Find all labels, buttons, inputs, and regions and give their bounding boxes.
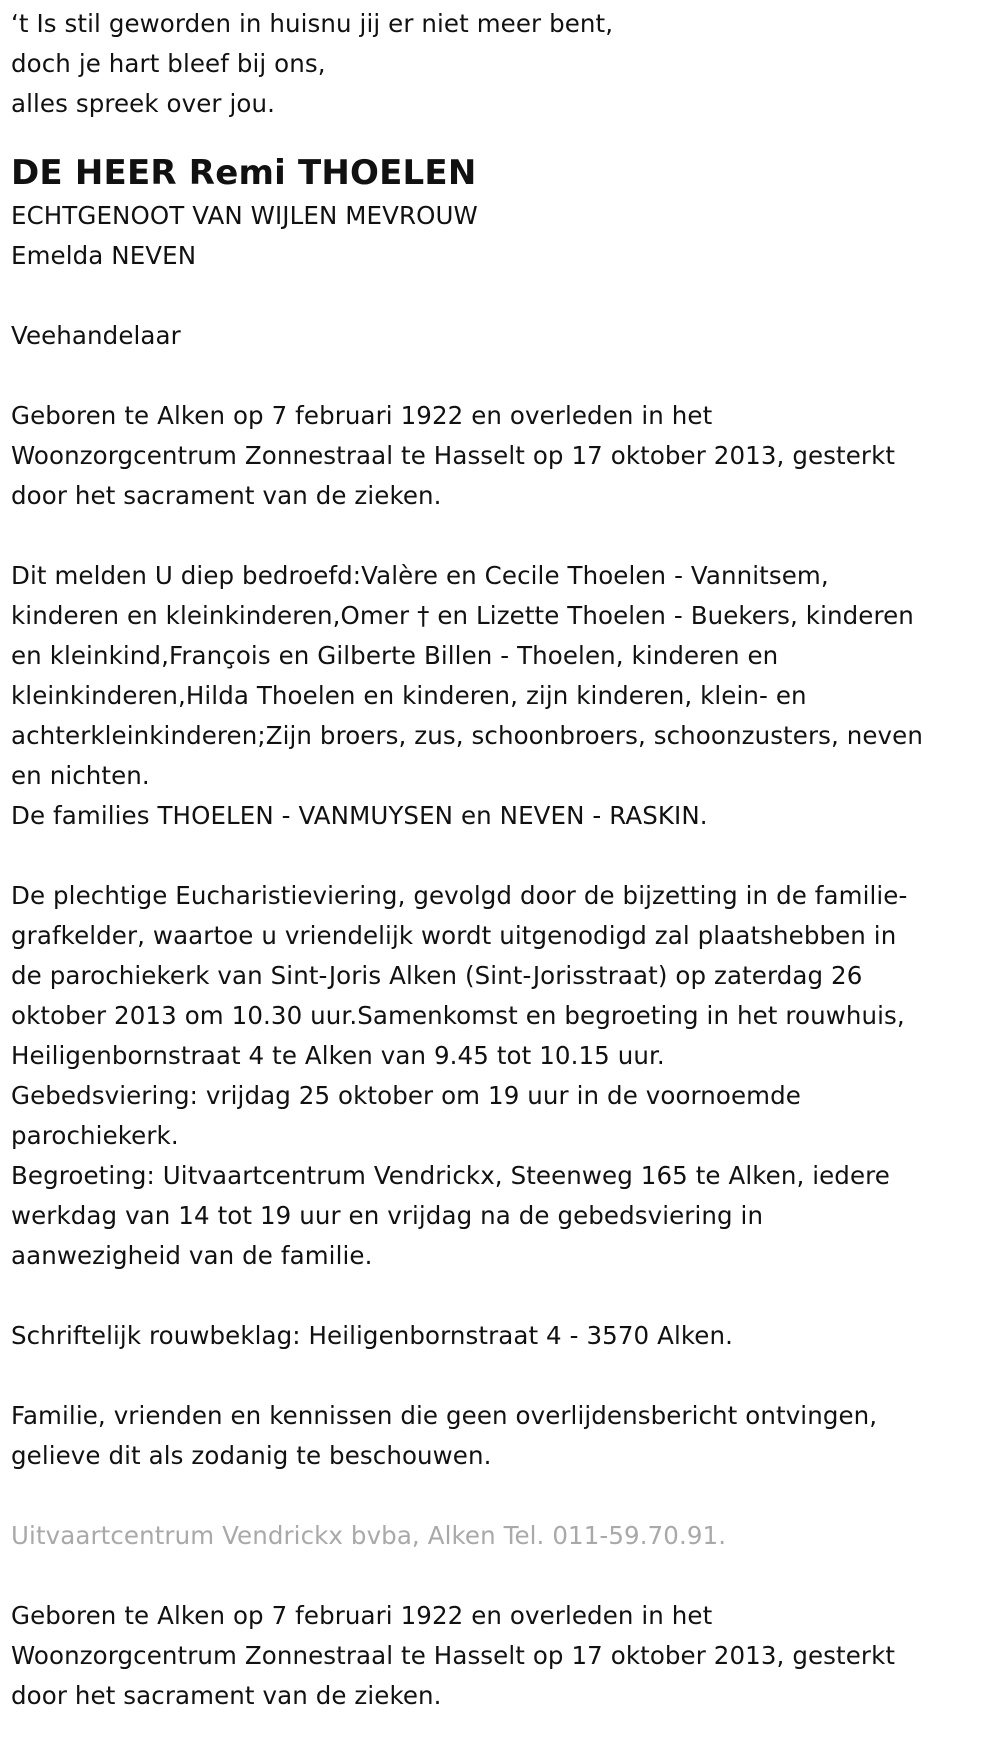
birth-death-line: door het sacrament van de zieken. xyxy=(11,481,442,510)
spacer xyxy=(11,1476,975,1516)
spacer xyxy=(11,836,975,876)
notice-line: gelieve dit als zodanig te beschouwen. xyxy=(11,1441,492,1470)
announcers-line: en kleinkind,François en Gilberte Billen - Thoelen, kinderen en xyxy=(11,641,779,670)
visitation-line: werkdag van 14 tot 19 uur en vrijdag na de gebedsviering in xyxy=(11,1201,764,1230)
spacer xyxy=(11,1276,975,1316)
spacer xyxy=(11,516,975,556)
ceremony-block xyxy=(11,876,975,1276)
families-line: De families THOELEN - VANMUYSEN en NEVEN - RASKIN. xyxy=(11,801,708,830)
birth-death-block xyxy=(11,396,975,516)
deceased-name: DE HEER Remi THOELEN xyxy=(11,153,477,193)
announcers-block xyxy=(11,556,975,836)
occupation: Veehandelaar xyxy=(11,321,181,350)
ceremony-line: grafkelder, waartoe u vriendelijk wordt uitgenodigd zal plaatshebben in xyxy=(11,921,897,950)
poem-line: ‘t Is stil geworden in huisnu jij er niet meer bent, xyxy=(11,9,614,38)
prayer-service-line: parochiekerk. xyxy=(11,1121,179,1150)
ceremony-line: oktober 2013 om 10.30 uur.Samenkomst en begroeting in het rouwhuis, xyxy=(11,1001,905,1030)
announcers-line: kinderen en kleinkinderen,Omer † en Lizette Thoelen - Buekers, kinderen xyxy=(11,601,914,630)
announcers-line: achterkleinkinderen;Zijn broers, zus, schoonbroers, schoonzusters, neven xyxy=(11,721,923,750)
announcers-line: kleinkinderen,Hilda Thoelen en kinderen, zijn kinderen, klein- en xyxy=(11,681,807,710)
spacer xyxy=(11,1356,975,1396)
poem-block xyxy=(11,4,975,124)
birth-death-line: Geboren te Alken op 7 februari 1922 en overleden in het xyxy=(11,1601,713,1630)
spacer xyxy=(11,124,975,150)
ceremony-line: de parochiekerk van Sint-Joris Alken (Sint-Jorisstraat) op zaterdag 26 xyxy=(11,961,863,990)
funeral-home-contact: Uitvaartcentrum Vendrickx bvba, Alken Tel. 011-59.70.91. xyxy=(11,1521,727,1550)
spouse-name: Emelda NEVEN xyxy=(11,241,197,270)
prayer-service-line: Gebedsviering: vrijdag 25 oktober om 19 uur in de voornoemde xyxy=(11,1081,801,1110)
ceremony-line: De plechtige Eucharistieviering, gevolgd door de bijzetting in de familie- xyxy=(11,881,908,910)
birth-death-line: Woonzorgcentrum Zonnestraal te Hasselt op 17 oktober 2013, gesterkt xyxy=(11,441,896,470)
condolence-address: Schriftelijk rouwbeklag: Heiligenbornstraat 4 - 3570 Alken. xyxy=(11,1321,733,1350)
birth-death-line: Geboren te Alken op 7 februari 1922 en overleden in het xyxy=(11,401,713,430)
notice-block xyxy=(11,1396,975,1476)
spouse-title: ECHTGENOOT VAN WIJLEN MEVROUW xyxy=(11,201,478,230)
birth-death-line: Woonzorgcentrum Zonnestraal te Hasselt op 17 oktober 2013, gesterkt xyxy=(11,1641,896,1670)
poem-line: doch je hart bleef bij ons, xyxy=(11,49,326,78)
spacer xyxy=(11,1556,975,1596)
announcers-line: Dit melden U diep bedroefd:Valère en Cecile Thoelen - Vannitsem, xyxy=(11,561,829,590)
notice-line: Familie, vrienden en kennissen die geen overlijdensbericht ontvingen, xyxy=(11,1401,878,1430)
birth-death-repeat-block xyxy=(11,1596,975,1716)
announcers-line: en nichten. xyxy=(11,761,150,790)
visitation-line: Begroeting: Uitvaartcentrum Vendrickx, Steenweg 165 te Alken, iedere xyxy=(11,1161,890,1190)
spacer xyxy=(11,356,975,396)
ceremony-line: Heiligenbornstraat 4 te Alken van 9.45 tot 10.15 uur. xyxy=(11,1041,665,1070)
visitation-line: aanwezigheid van de familie. xyxy=(11,1241,373,1270)
birth-death-line: door het sacrament van de zieken. xyxy=(11,1681,442,1710)
spacer xyxy=(11,276,975,316)
poem-line: alles spreek over jou. xyxy=(11,89,275,118)
